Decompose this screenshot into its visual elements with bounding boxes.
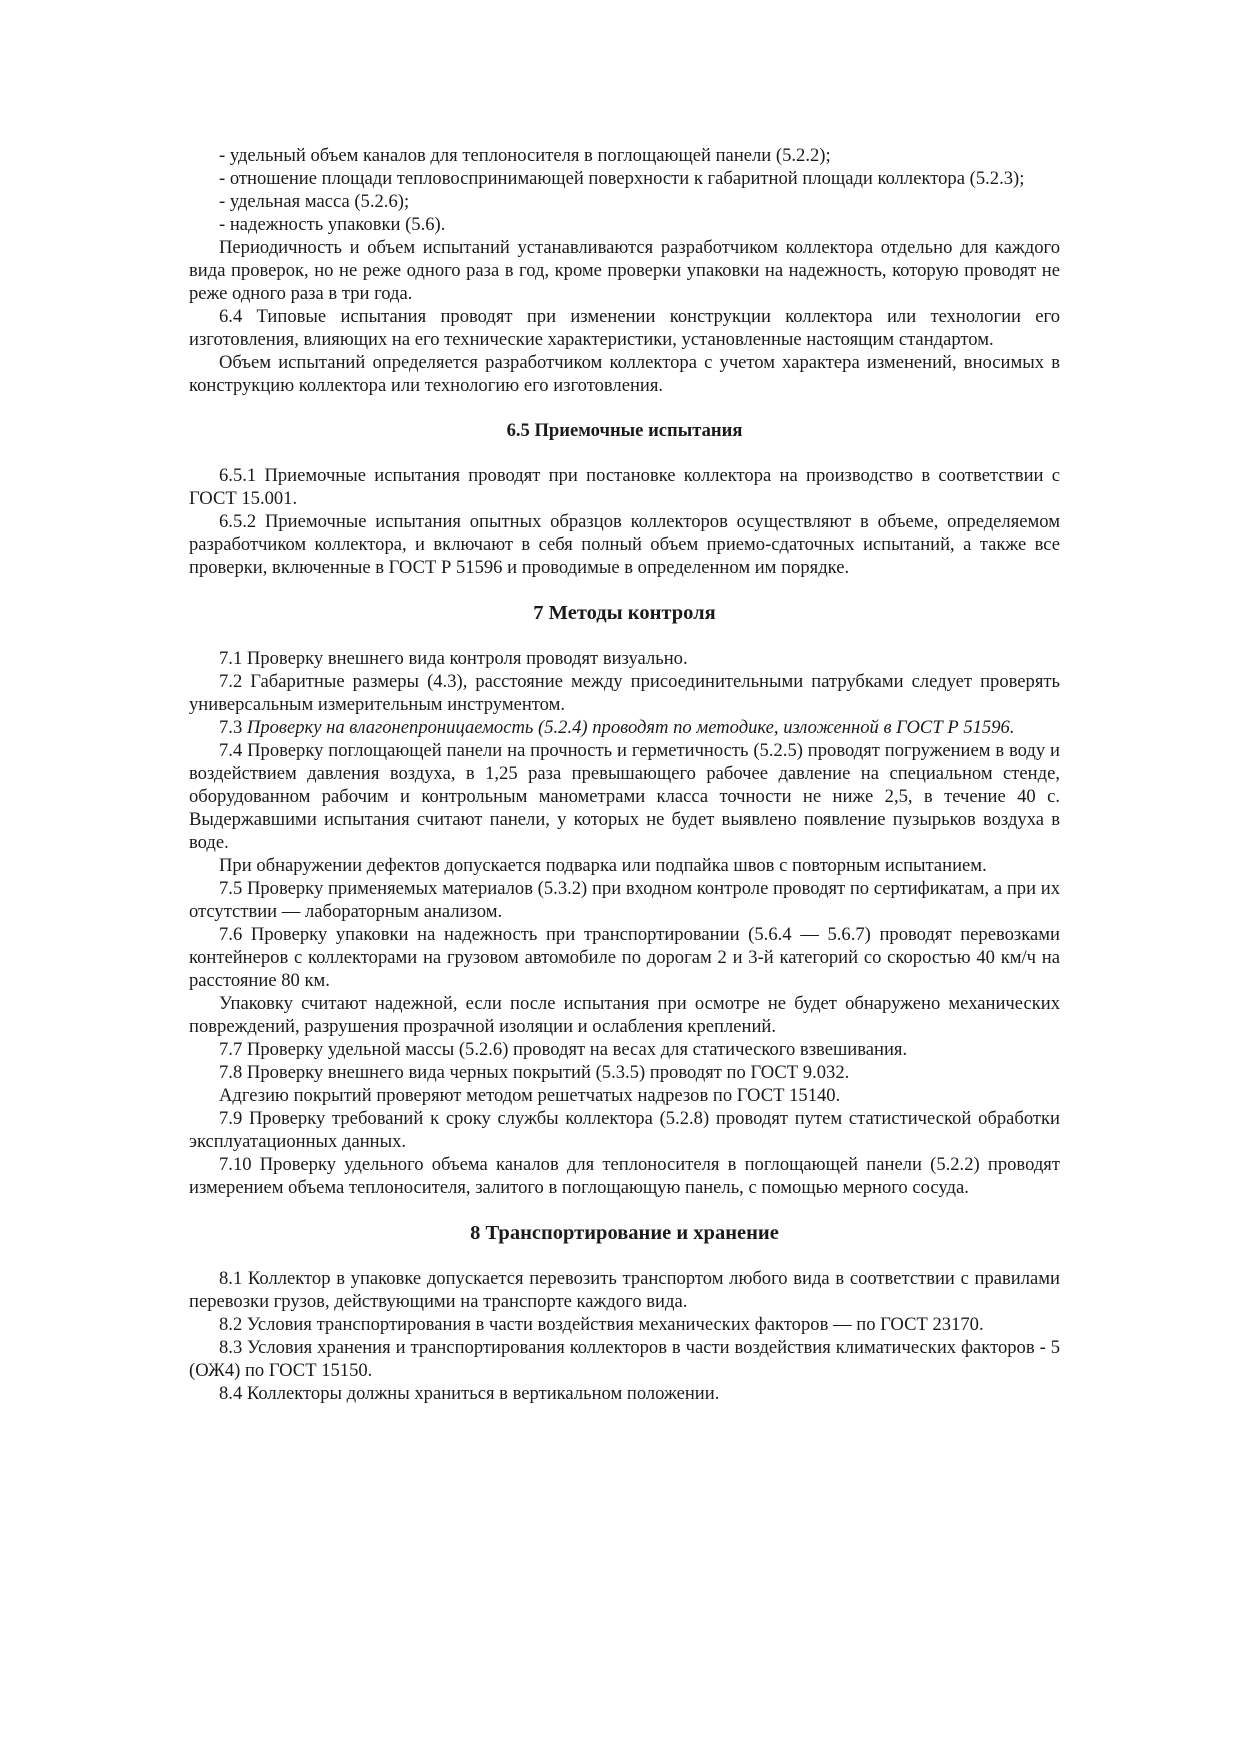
paragraph: 7.1 Проверку внешнего вида контроля проводят визуально. <box>219 648 688 669</box>
paragraph: 8.2 Условия транспортирования в части воздействия механических факторов — по ГОСТ 23170. <box>219 1314 984 1335</box>
list-item: - надежность упаковки (5.6). <box>219 214 446 235</box>
section-heading-7: 7 Методы контроля <box>533 602 716 624</box>
paragraph: 8.4 Коллекторы должны храниться в вертикальном положении. <box>219 1383 720 1404</box>
paragraph: Периодичность и объем испытаний устанавливаются разработчиком коллектора отдельно для каждого вида проверок, но не реже одного раза в год, кроме проверки упаковки на надежность, которую проводят не реже одного раза в три года. <box>189 237 1060 304</box>
paragraph: Упаковку считают надежной, если после испытания при осмотре не будет обнаружено механических повреждений, разрушения прозрачной изоляции и ослабления креплений. <box>189 993 1060 1037</box>
paragraph-number: 7.3 <box>219 717 247 738</box>
paragraph <box>189 716 1060 739</box>
list-item: - отношение площади тепловоспринимающей поверхности к габаритной площади коллектора (5.2.3); <box>219 168 1025 189</box>
section-heading-6-5: 6.5 Приемочные испытания <box>506 420 743 441</box>
paragraph: 7.5 Проверку применяемых материалов (5.3.2) при входном контроле проводят по сертификатам, а при их отсутствии — лабораторным анализом. <box>189 878 1060 922</box>
italic-text: Проверку на влагонепроницаемость (5.2.4) проводят по методике, изложенной в ГОСТ Р 51596. <box>246 717 1015 738</box>
paragraph: 6.5.1 Приемочные испытания проводят при постановке коллектора на производство в соответствии с ГОСТ 15.001. <box>189 465 1060 509</box>
paragraph: 7.4 Проверку поглощающей панели на прочность и герметичность (5.2.5) проводят погружением в воду и воздействием давления воздуха, в 1,25 раза превышающего рабочее давление на специальном стенде, оборудованном рабочим и контрольным манометрами класса точности не ниже 2,5, в течение 40 с. Выдержавшими испытания считают панели, у которых не будет выявлено появление пузырьков воздуха в воде. <box>189 740 1060 853</box>
list-item: - удельный объем каналов для теплоносителя в поглощающей панели (5.2.2); <box>219 145 831 166</box>
paragraph: 7.7 Проверку удельной массы (5.2.6) проводят на весах для статического взвешивания. <box>219 1039 908 1060</box>
paragraph: 7.10 Проверку удельного объема каналов для теплоносителя в поглощающей панели (5.2.2) проводят измерением объема теплоносителя, залитого в поглощающую панель, с помощью мерного сосуда. <box>189 1154 1060 1198</box>
paragraph: 7.6 Проверку упаковки на надежность при транспортировании (5.6.4 — 5.6.7) проводят перевозками контейнеров с коллекторами на грузовом автомобиле по дорогам 2 и 3-й категорий со скоростью 40 км/ч на расстояние 80 км. <box>189 924 1060 991</box>
list-item: - удельная масса (5.2.6); <box>219 191 410 212</box>
paragraph: 6.5.2 Приемочные испытания опытных образцов коллекторов осуществляют в объеме, определяемом разработчиком коллектора, и включают в себя полный объем приемо-сдаточных испытаний, а также все проверки, включенные в ГОСТ Р 51596 и проводимые в определенном им порядке. <box>189 511 1060 578</box>
paragraph: 7.2 Габаритные размеры (4.3), расстояние между присоединительными патрубками следует проверять универсальным измерительным инструментом. <box>189 671 1060 715</box>
paragraph: Объем испытаний определяется разработчиком коллектора с учетом характера изменений, вносимых в конструкцию коллектора или технологию его изготовления. <box>189 352 1060 396</box>
paragraph: 8.1 Коллектор в упаковке допускается перевозить транспортом любого вида в соответствии с правилами перевозки грузов, действующими на транспорте каждого вида. <box>189 1268 1060 1312</box>
section-heading-8: 8 Транспортирование и хранение <box>470 1222 779 1244</box>
paragraph: 8.3 Условия хранения и транспортирования коллекторов в части воздействия климатических факторов - 5 (ОЖ4) по ГОСТ 15150. <box>189 1337 1060 1381</box>
paragraph: 7.9 Проверку требований к сроку службы коллектора (5.2.8) проводят путем статистической обработки эксплуатационных данных. <box>189 1108 1060 1152</box>
document-page <box>189 144 1060 1405</box>
paragraph: При обнаружении дефектов допускается подварка или подпайка швов с повторным испытанием. <box>219 855 987 876</box>
paragraph: 7.8 Проверку внешнего вида черных покрытий (5.3.5) проводят по ГОСТ 9.032. <box>219 1062 850 1083</box>
paragraph: Адгезию покрытий проверяют методом решетчатых надрезов по ГОСТ 15140. <box>219 1085 841 1106</box>
paragraph: 6.4 Типовые испытания проводят при изменении конструкции коллектора или технологии его изготовления, влияющих на его технические характеристики, установленные настоящим стандартом. <box>189 306 1060 350</box>
